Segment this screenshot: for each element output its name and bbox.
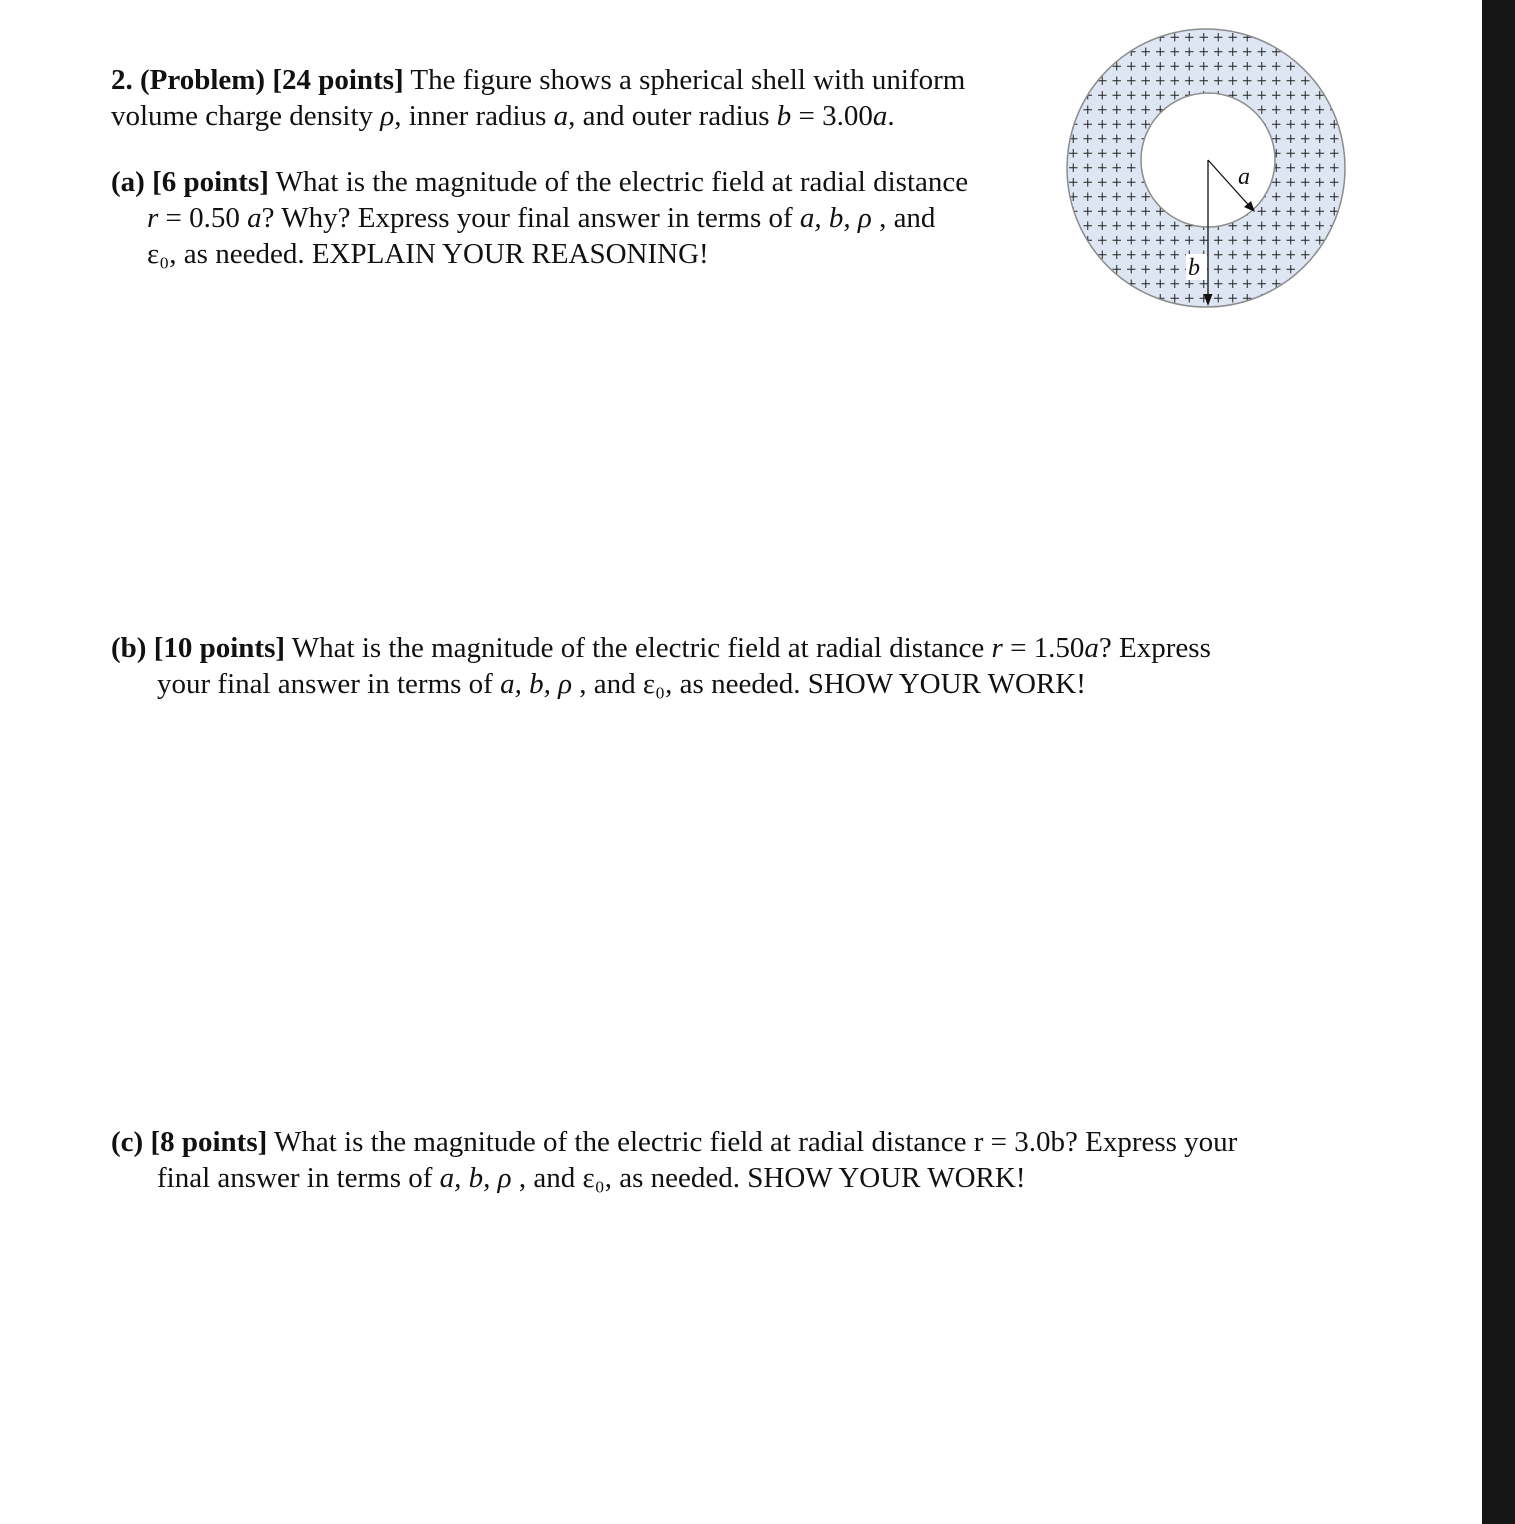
part-b-text-2a: your final answer in terms of: [157, 668, 501, 700]
part-c-points: [8 points]: [150, 1126, 268, 1158]
problem-number: 2.: [111, 64, 133, 96]
part-b-text-2c: , as needed. SHOW YOUR WORK!: [665, 668, 1086, 700]
vars-list: a, b, ρ: [799, 202, 872, 234]
problem-line-1: [111, 62, 965, 98]
part-a-text-2a: = 0.50: [158, 202, 248, 234]
part-b-text-2b: , and: [572, 668, 643, 700]
part-b-label: (b): [111, 632, 147, 664]
part-c-label: (c): [111, 1126, 144, 1158]
a-symbol: a: [553, 100, 569, 132]
part-b-line-1: [111, 630, 1211, 666]
part-a-line-2: [111, 200, 968, 236]
spherical-shell-figure: [1064, 26, 1348, 310]
a-symbol-4: a: [1084, 632, 1099, 664]
problem-line-2: [111, 98, 965, 134]
part-c-line-2: [111, 1160, 1237, 1196]
epsilon-symbol-3: ε₀: [582, 1162, 605, 1194]
part-c: [111, 1124, 1237, 1196]
a-symbol-3: a: [247, 202, 262, 234]
part-a-label: (a): [111, 166, 145, 198]
problem-text-2e: .: [887, 100, 895, 132]
a-symbol-2: a: [872, 100, 888, 132]
part-a-line-3: [111, 236, 968, 272]
part-a-line-1: [111, 164, 968, 200]
part-c-text-2c: , as needed. SHOW YOUR WORK!: [604, 1162, 1026, 1194]
problem-text-2c: , and outer radius: [568, 100, 777, 132]
part-b-text-1b: = 1.50: [1002, 632, 1085, 664]
part-a: [111, 164, 968, 272]
epsilon-symbol-2: ε₀: [642, 668, 666, 700]
part-a-text-1: What is the magnitude of the electric field at radial distance: [275, 166, 969, 198]
part-c-text-1: What is the magnitude of the electric field at radial distance r = 3.0b? Express your: [274, 1126, 1238, 1158]
part-b-line-2: [111, 666, 1211, 702]
problem-text-2d: = 3.00: [791, 100, 873, 132]
r-symbol: r: [147, 202, 159, 234]
part-b-points: [10 points]: [153, 632, 286, 664]
problem-type: (Problem): [140, 64, 266, 96]
scrollbar[interactable]: [1482, 0, 1515, 1524]
epsilon-symbol: ε₀: [147, 238, 170, 270]
problem-text-2b: , inner radius: [394, 100, 554, 132]
vars-list-2: a, b, ρ: [500, 668, 572, 700]
rho-symbol: ρ: [380, 100, 395, 132]
problem-text-2a: volume charge density: [111, 100, 381, 132]
label-a: a: [1238, 164, 1250, 190]
part-c-text-2b: , and: [511, 1162, 583, 1194]
part-b-text-1c: ? Express: [1098, 632, 1211, 664]
problem-points: [24 points]: [272, 64, 404, 96]
vars-list-3: a, b, ρ: [439, 1162, 512, 1194]
part-c-text-2a: final answer in terms of: [157, 1162, 440, 1194]
part-c-line-1: [111, 1124, 1237, 1160]
r-symbol-2: r: [991, 632, 1003, 664]
b-symbol: b: [776, 100, 792, 132]
part-b: [111, 630, 1211, 702]
part-b-text-1a: What is the magnitude of the electric field at radial distance: [291, 632, 992, 664]
part-a-text-2c: , and: [871, 202, 936, 234]
part-a-text-2b: ? Why? Express your final answer in terms of: [261, 202, 800, 234]
part-a-text-3: , as needed. EXPLAIN YOUR REASONING!: [169, 238, 709, 270]
part-a-points: [6 points]: [152, 166, 269, 198]
label-b: b: [1188, 255, 1200, 281]
problem-statement: [111, 62, 965, 134]
problem-text-1: The figure shows a spherical shell with uniform: [410, 64, 966, 96]
